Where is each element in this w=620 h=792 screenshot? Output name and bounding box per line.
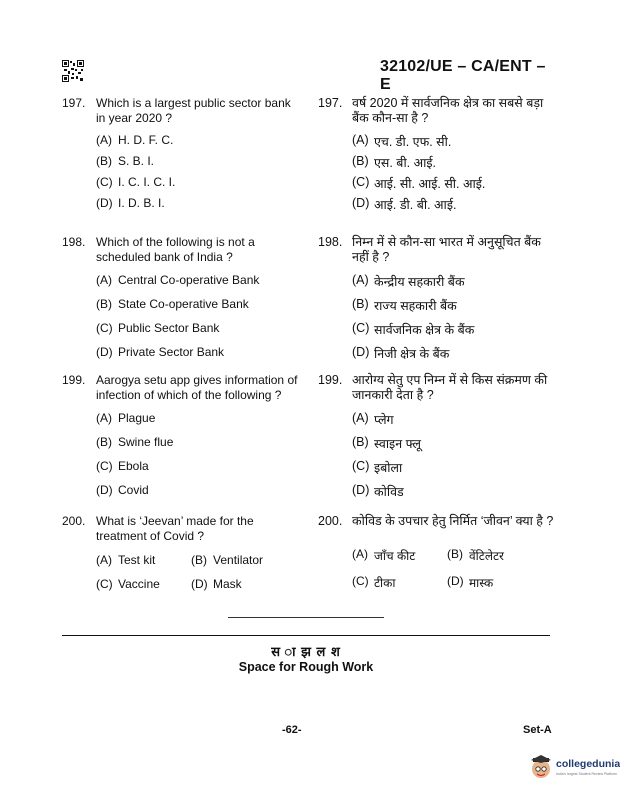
question-199-en: [62, 373, 302, 507]
option-a: (A) Plague: [96, 411, 156, 425]
option-d: (D) Private Sector Bank: [96, 345, 225, 359]
question-number: 199.: [62, 373, 86, 387]
qr-code-icon: [62, 60, 84, 82]
option-d: (D) कोविड: [352, 483, 404, 499]
question-number: 198.: [62, 235, 86, 249]
question-text: निम्न में से कौन-सा भारत में अनुसूचित बैंक नहीं है ?: [352, 235, 541, 264]
option-c: (C) सार्वजनिक क्षेत्र के बैंक: [352, 321, 475, 337]
end-divider: [228, 617, 384, 618]
option-d: (D) Covid: [96, 483, 149, 497]
question-198-hi: [318, 235, 558, 369]
option-a: (A) Central Co-operative Bank: [96, 273, 260, 287]
paper-code: 32102/UE – CA/ENT – E: [380, 58, 546, 93]
page-number: -62-: [282, 724, 302, 736]
option-b: (B) राज्य सहकारी बैंक: [352, 297, 457, 313]
option-a: (A) एच. डी. एफ. सी.: [352, 133, 452, 149]
question-number: 197.: [318, 96, 343, 110]
question-text: Which is a largest public sector bank in year 2020 ?: [96, 96, 291, 125]
option-d: (D) Mask: [191, 577, 242, 591]
option-b: (B) S. B. I.: [96, 154, 155, 168]
question-text: What is ‘Jeevan’ made for the treatment of Covid ?: [96, 514, 254, 543]
question-text: Which of the following is not a scheduled bank of India ?: [96, 235, 255, 264]
option-d: (D) आई. डी. बी. आई.: [352, 196, 457, 212]
option-a: (A) केन्द्रीय सहकारी बैंक: [352, 273, 465, 289]
option-b: (B) Swine flue: [96, 435, 174, 449]
rough-work-label: Space for Rough Work: [238, 660, 374, 674]
question-200-hi: [318, 514, 558, 591]
question-200-en: [62, 514, 302, 591]
option-c: (C) Ebola: [96, 459, 149, 473]
option-c: (C) Public Sector Bank: [96, 321, 220, 335]
question-text: आरोग्य सेतु एप निम्न में से किस संक्रमण की जानकारी देता है ?: [352, 373, 548, 402]
option-d: (D) मास्क: [447, 573, 494, 590]
rough-work-divider: [62, 635, 550, 636]
option-d: (D) निजी क्षेत्र के बैंक: [352, 345, 450, 361]
rough-work-label-hindi: स ा झ ल श: [271, 644, 341, 659]
option-b: (B) State Co-operative Bank: [96, 297, 249, 311]
question-number: 198.: [318, 235, 343, 249]
option-b: (B) Ventilator: [191, 553, 264, 567]
option-b: (B) एस. बी. आई.: [352, 154, 437, 170]
option-b: (B) स्वाइन फ्लू: [352, 435, 421, 451]
option-a: (A) जाँच कीट: [352, 546, 416, 563]
logo-text: collegedunia: [556, 758, 620, 770]
logo-tagline: India's largest Student Review Platform: [556, 772, 617, 776]
set-label: Set-A: [523, 724, 552, 736]
option-b: (B) वेंटिलेटर: [447, 546, 504, 563]
option-d: (D) I. D. B. I.: [96, 196, 165, 210]
question-198-en: [62, 235, 302, 369]
question-number: 197.: [62, 96, 86, 110]
option-c: (C) आई. सी. आई. सी. आई.: [352, 175, 486, 191]
question-197-hi: [318, 96, 558, 217]
question-text: वर्ष 2020 में सार्वजनिक क्षेत्र का सबसे बड़ा बैंक कौन-सा है ?: [352, 96, 544, 125]
question-text: कोविड के उपचार हेतु निर्मित ‘जीवन’ क्या है ?: [352, 514, 554, 528]
option-a: (A) H. D. F. C.: [96, 133, 174, 147]
question-197-en: [62, 96, 302, 217]
option-c: (C) I. C. I. C. I.: [96, 175, 176, 189]
student-mascot-icon: [528, 754, 554, 780]
option-a: (A) Test kit: [96, 553, 156, 567]
collegedunia-logo: [528, 750, 620, 786]
question-number: 199.: [318, 373, 343, 387]
option-c: (C) टीका: [352, 573, 396, 590]
question-number: 200.: [318, 514, 343, 528]
question-text: Aarogya setu app gives information of infection of which of the following ?: [96, 373, 298, 402]
question-number: 200.: [62, 514, 86, 528]
option-c: (C) इबोला: [352, 459, 403, 475]
question-199-hi: [318, 373, 558, 507]
option-a: (A) प्लेग: [352, 411, 394, 427]
option-c: (C) Vaccine: [96, 577, 160, 591]
